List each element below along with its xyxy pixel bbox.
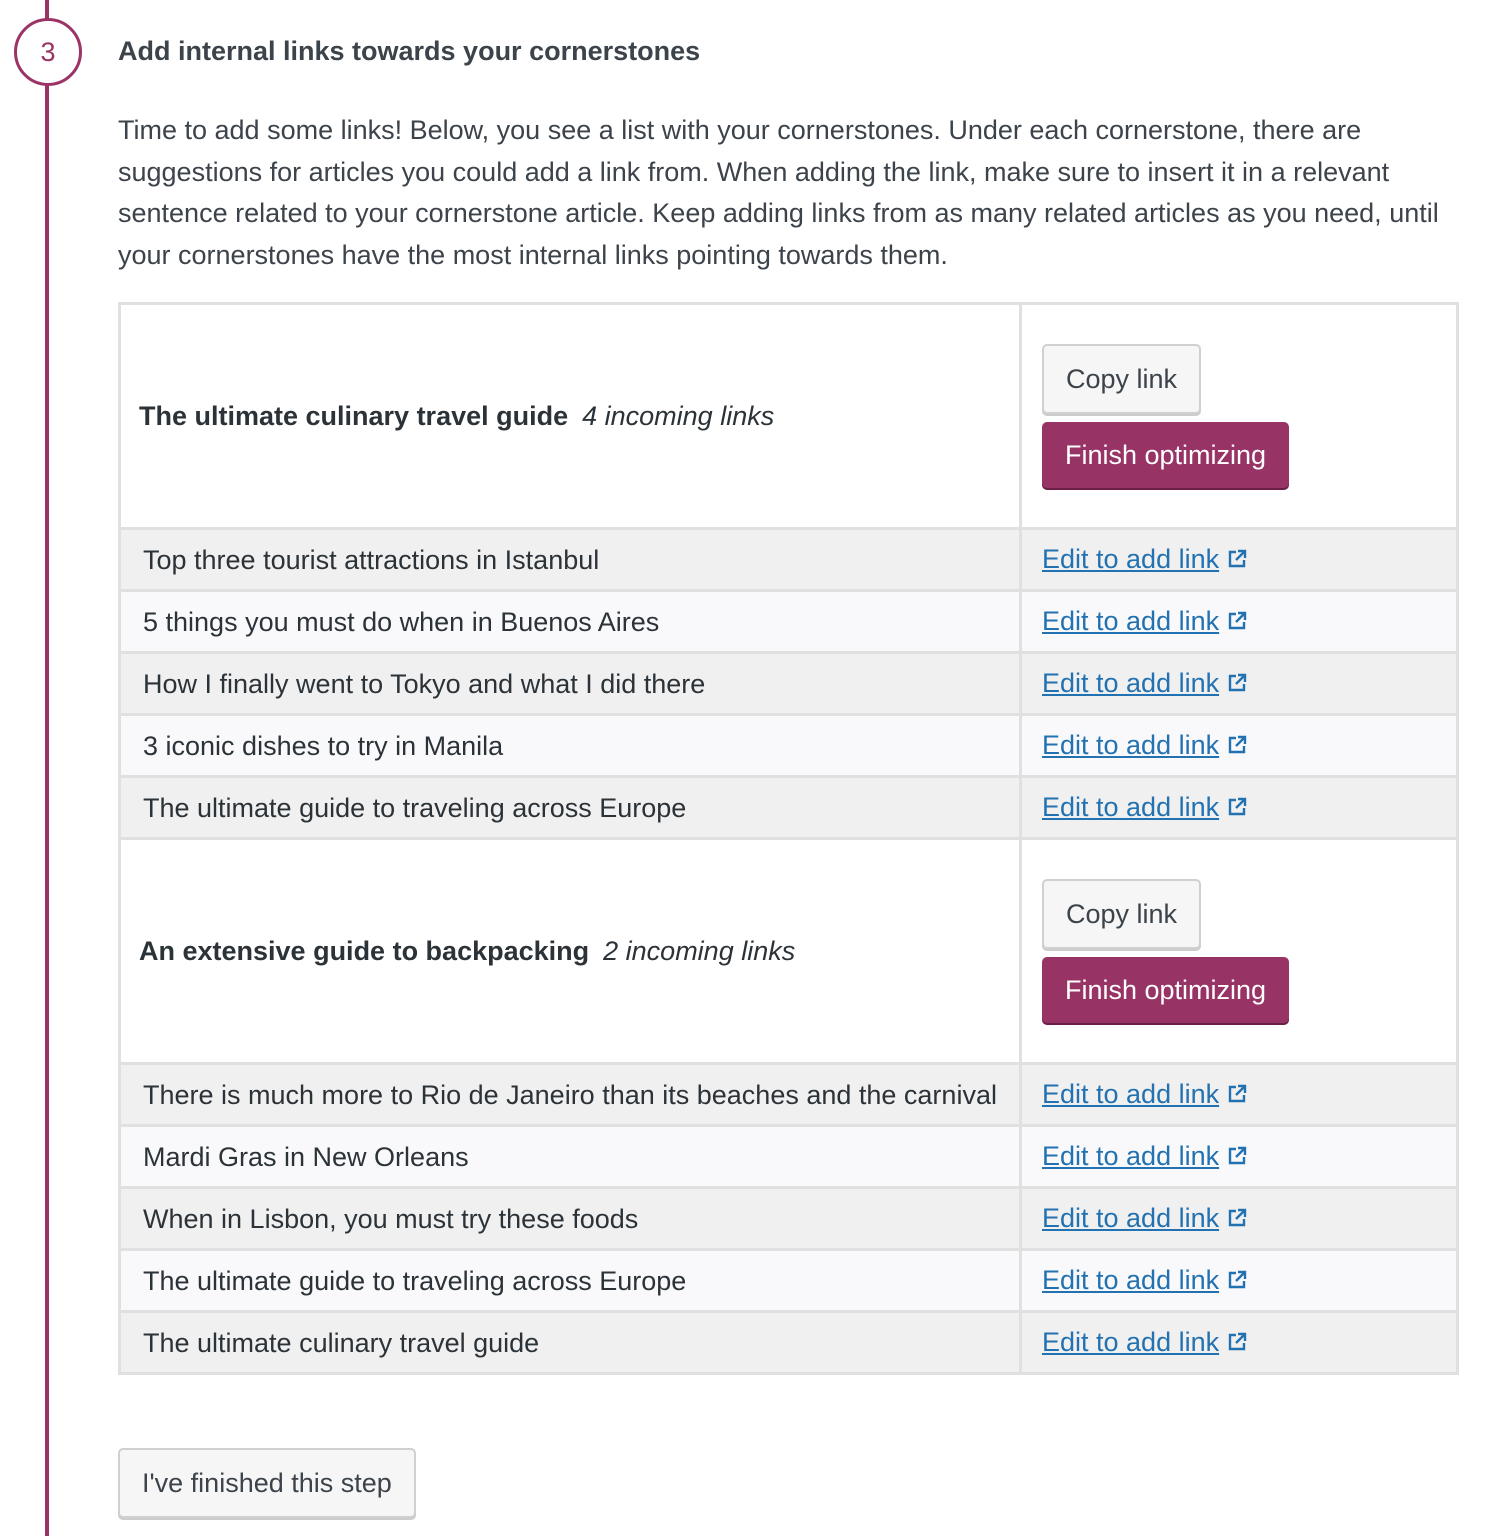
suggestion-row <box>120 653 1458 715</box>
suggestion-action <box>1021 1064 1458 1126</box>
suggestion-action <box>1021 1250 1458 1312</box>
suggestion-row <box>120 1126 1458 1188</box>
edit-to-add-link[interactable]: Edit to add link <box>1042 667 1220 698</box>
edit-to-add-link[interactable]: Edit to add link <box>1042 791 1220 822</box>
suggestion-title: The ultimate culinary travel guide <box>120 1312 1021 1374</box>
suggestion-title: Mardi Gras in New Orleans <box>120 1126 1021 1188</box>
suggestion-row <box>120 1250 1458 1312</box>
suggestion-title: The ultimate guide to traveling across Europe <box>120 1250 1021 1312</box>
edit-to-add-link[interactable]: Edit to add link <box>1042 1140 1220 1171</box>
suggestion-action <box>1021 1312 1458 1374</box>
copy-link-button[interactable]: Copy link <box>1042 879 1201 949</box>
external-link-icon <box>1227 541 1247 579</box>
finished-step-button[interactable]: I've finished this step <box>118 1448 416 1518</box>
finish-optimizing-button[interactable]: Finish optimizing <box>1042 957 1289 1023</box>
suggestion-action <box>1021 653 1458 715</box>
suggestion-row <box>120 715 1458 777</box>
suggestion-action <box>1021 591 1458 653</box>
suggestion-row <box>120 529 1458 591</box>
cornerstone-title: An extensive guide to backpacking <box>139 935 590 966</box>
step-intro: Time to add some links! Below, you see a list with your cornerstones. Under each cornerstone, there are suggestions for articles you could add a link from. When adding the link, make sure to insert it in a relevant sentence related to your cornerstone article. Keep adding links from as many related articles as you need, until your cornerstones have the most internal links pointing towards them. <box>118 115 1439 270</box>
external-link-icon <box>1227 603 1247 641</box>
suggestion-action <box>1021 777 1458 839</box>
finish-optimizing-button[interactable]: Finish optimizing <box>1042 422 1289 488</box>
cornerstone-row <box>120 304 1458 529</box>
suggestion-title: Top three tourist attractions in Istanbul <box>120 529 1021 591</box>
cornerstone-row <box>120 839 1458 1064</box>
suggestion-title: How I finally went to Tokyo and what I did there <box>120 653 1021 715</box>
cornerstones-table <box>118 302 1459 1375</box>
suggestion-title: The ultimate guide to traveling across Europe <box>120 777 1021 839</box>
suggestion-action <box>1021 529 1458 591</box>
external-link-icon <box>1227 1200 1247 1238</box>
cornerstone-cell <box>120 839 1021 1064</box>
external-link-icon <box>1227 1076 1247 1114</box>
cornerstone-title: The ultimate culinary travel guide <box>139 400 569 431</box>
edit-to-add-link[interactable]: Edit to add link <box>1042 605 1220 636</box>
cornerstone-actions <box>1021 304 1458 529</box>
external-link-icon <box>1227 665 1247 703</box>
edit-to-add-link[interactable]: Edit to add link <box>1042 543 1220 574</box>
incoming-links-count: 2 incoming links <box>603 935 796 966</box>
external-link-icon <box>1227 789 1247 827</box>
suggestion-row <box>120 1064 1458 1126</box>
suggestion-row <box>120 1188 1458 1250</box>
edit-to-add-link[interactable]: Edit to add link <box>1042 1264 1220 1295</box>
suggestion-action <box>1021 1126 1458 1188</box>
cornerstone-actions <box>1021 839 1458 1064</box>
external-link-icon <box>1227 1262 1247 1300</box>
external-link-icon <box>1227 1138 1247 1176</box>
suggestion-row <box>120 1312 1458 1374</box>
suggestion-row <box>120 777 1458 839</box>
cornerstone-cell <box>120 304 1021 529</box>
external-link-icon <box>1227 1324 1247 1362</box>
suggestion-action <box>1021 1188 1458 1250</box>
suggestion-title: There is much more to Rio de Janeiro than its beaches and the carnival <box>120 1064 1021 1126</box>
incoming-links-count: 4 incoming links <box>582 400 775 431</box>
suggestion-title: 5 things you must do when in Buenos Aires <box>120 591 1021 653</box>
suggestion-action <box>1021 715 1458 777</box>
edit-to-add-link[interactable]: Edit to add link <box>1042 1202 1220 1233</box>
edit-to-add-link[interactable]: Edit to add link <box>1042 1078 1220 1109</box>
suggestion-title: When in Lisbon, you must try these foods <box>120 1188 1021 1250</box>
external-link-icon <box>1227 727 1247 765</box>
suggestion-title: 3 iconic dishes to try in Manila <box>120 715 1021 777</box>
copy-link-button[interactable]: Copy link <box>1042 344 1201 414</box>
edit-to-add-link[interactable]: Edit to add link <box>1042 1326 1220 1357</box>
suggestion-row <box>120 591 1458 653</box>
step-title: Add internal links towards your cornerstones <box>118 36 701 66</box>
step-progress-line <box>45 0 49 1536</box>
step-number-badge: 3 <box>14 18 82 86</box>
edit-to-add-link[interactable]: Edit to add link <box>1042 729 1220 760</box>
